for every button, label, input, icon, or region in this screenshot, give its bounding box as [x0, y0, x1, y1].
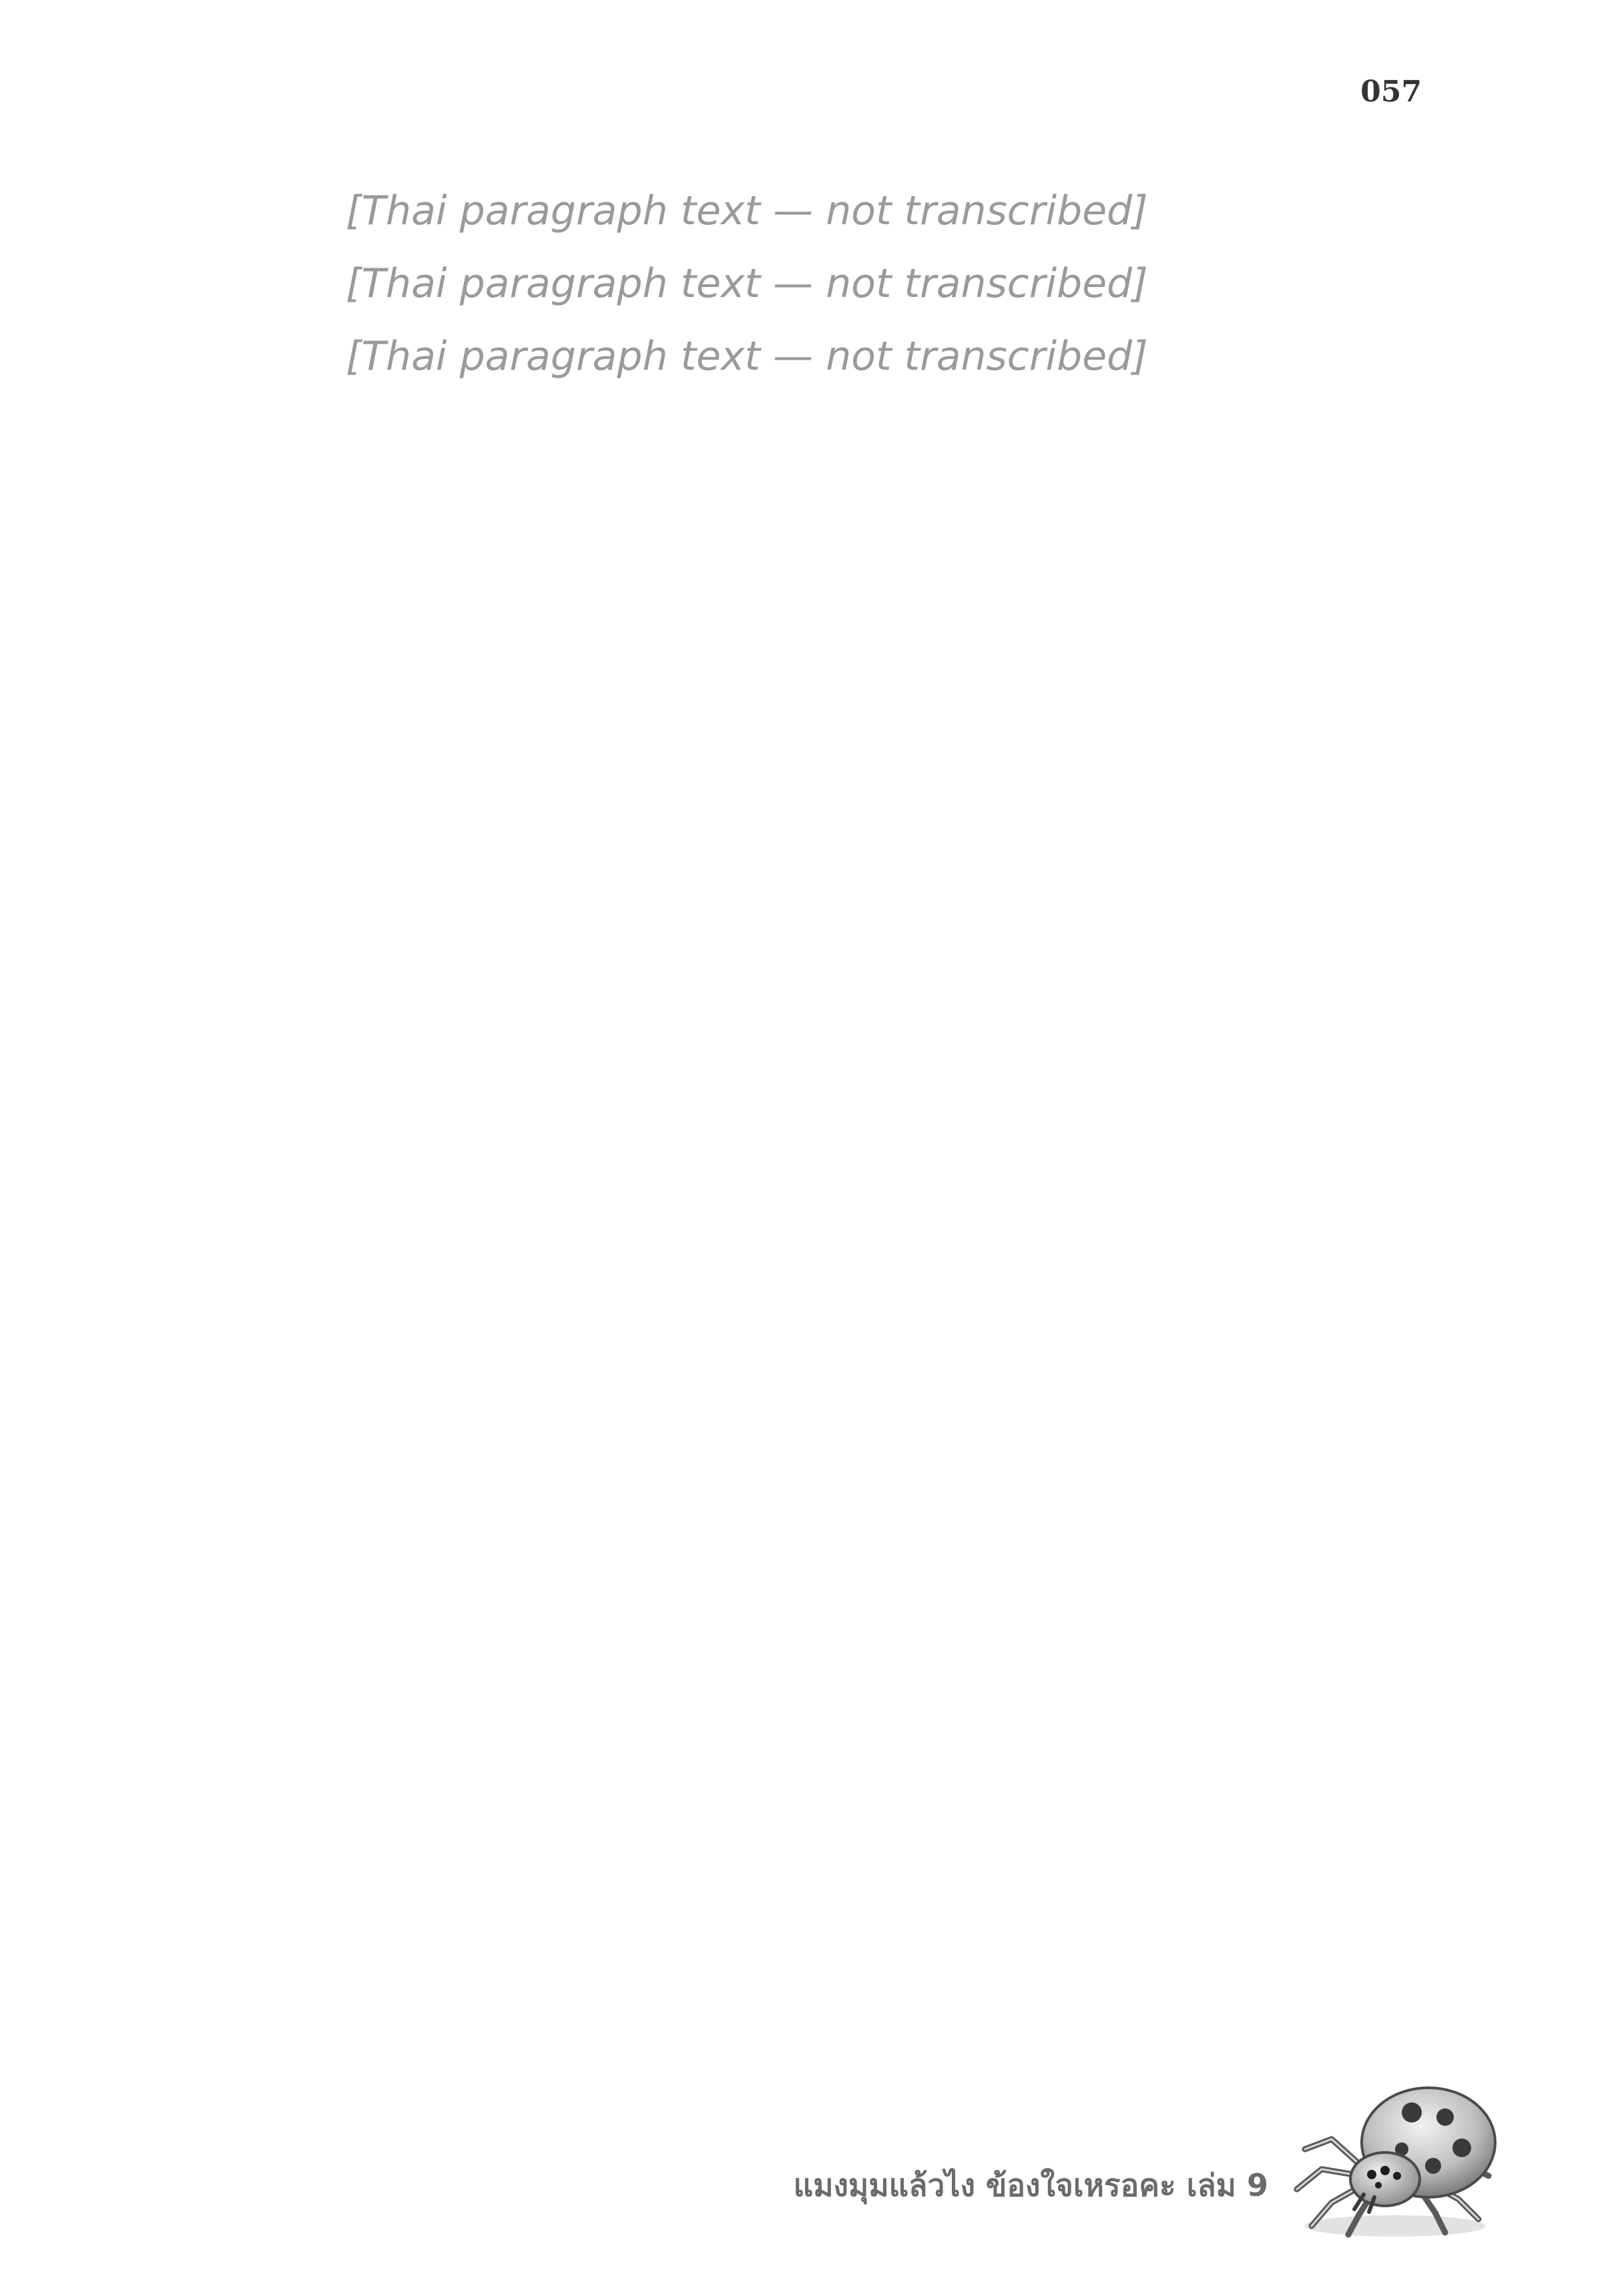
page-number: 057	[1360, 75, 1422, 109]
body-paragraph: [Thai paragraph text — not transcribed]	[346, 260, 1148, 307]
body-text	[212, 175, 1415, 393]
body-paragraph: [Thai paragraph text — not transcribed]	[346, 333, 1148, 380]
spider-illustration-icon	[1285, 2076, 1505, 2243]
running-footer-title: แมงมุมแล้วไง ข้องใจเหรอคะ เล่ม 9	[793, 2167, 1268, 2203]
body-paragraph: [Thai paragraph text — not transcribed]	[346, 188, 1148, 234]
